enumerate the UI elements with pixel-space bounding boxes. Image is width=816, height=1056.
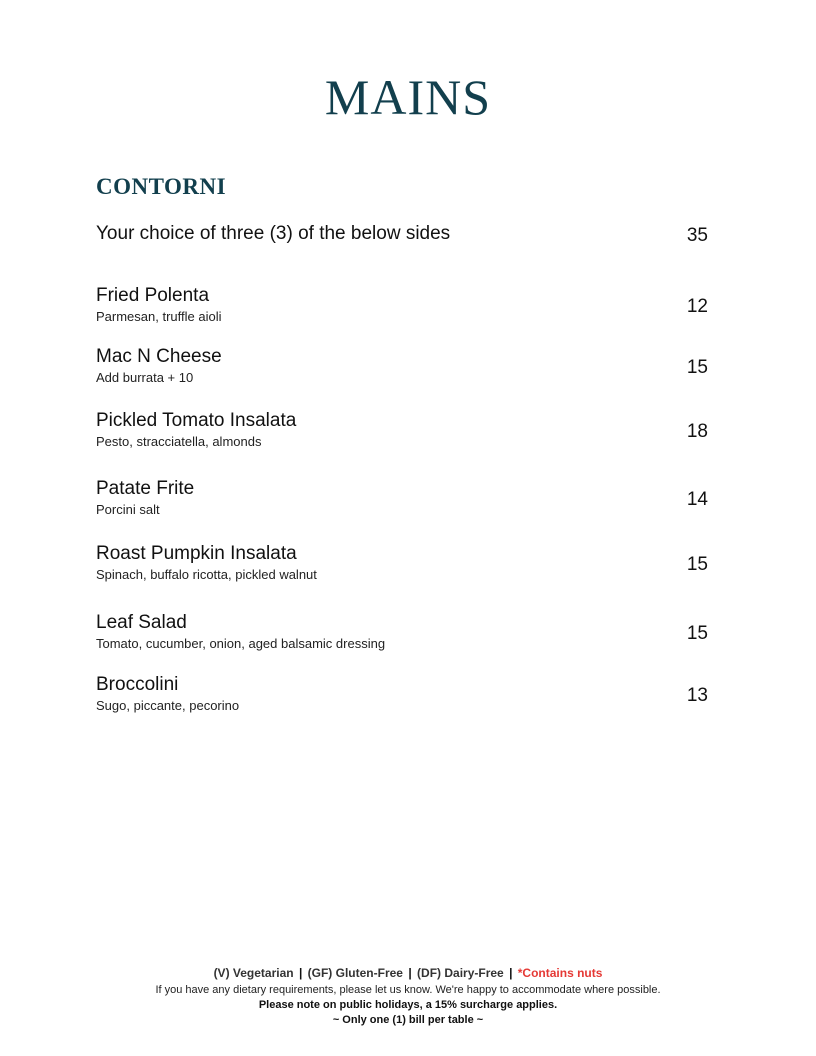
legend-separator: | bbox=[408, 966, 412, 980]
menu-item bbox=[96, 284, 708, 328]
item-name: Leaf Salad bbox=[96, 612, 187, 633]
legend-gluten-free: (GF) Gluten-Free bbox=[307, 966, 403, 980]
item-description: Tomato, cucumber, onion, aged balsamic dressing bbox=[96, 636, 386, 651]
item-price: 15 bbox=[686, 623, 708, 644]
item-price: 12 bbox=[686, 296, 708, 317]
legend-separator: | bbox=[298, 966, 303, 980]
legend-separator: | bbox=[509, 966, 513, 980]
holiday-surcharge-note: Please note on public holidays, a 15% surcharge applies. bbox=[258, 999, 558, 1011]
menu-item bbox=[96, 409, 708, 453]
item-description: Add burrata + 10 bbox=[96, 370, 194, 385]
menu-item bbox=[96, 611, 708, 655]
item-name: Mac N Cheese bbox=[96, 346, 222, 367]
item-price: 15 bbox=[686, 554, 708, 575]
page-title: MAINS bbox=[324, 69, 492, 125]
footer bbox=[0, 966, 816, 1028]
choice-price: 35 bbox=[686, 225, 708, 246]
legend-vegetarian: (V) Vegetarian bbox=[213, 966, 294, 980]
item-name: Patate Frite bbox=[96, 478, 195, 499]
dietary-note: If you have any dietary requirements, please let us know. We're happy to accommodate where possible. bbox=[155, 984, 661, 996]
item-price: 15 bbox=[686, 357, 708, 378]
dietary-legend bbox=[0, 966, 816, 981]
choice-row bbox=[96, 222, 708, 252]
choice-description: Your choice of three (3) of the below sides bbox=[96, 223, 451, 244]
item-description: Porcini salt bbox=[96, 502, 160, 517]
menu-item bbox=[96, 673, 708, 717]
item-name: Broccolini bbox=[96, 674, 179, 695]
legend-dairy-free: (DF) Dairy-Free bbox=[417, 966, 504, 980]
item-description: Sugo, piccante, pecorino bbox=[96, 698, 240, 713]
menu-item bbox=[96, 542, 708, 586]
item-name: Pickled Tomato Insalata bbox=[96, 410, 297, 431]
item-price: 18 bbox=[686, 421, 708, 442]
item-price: 14 bbox=[686, 489, 708, 510]
menu-item bbox=[96, 477, 708, 521]
item-name: Roast Pumpkin Insalata bbox=[96, 543, 297, 564]
item-description: Spinach, buffalo ricotta, pickled walnut bbox=[96, 567, 317, 582]
section-title-contorni: CONTORNI bbox=[96, 174, 227, 199]
item-description: Parmesan, truffle aioli bbox=[96, 309, 222, 324]
legend-contains-nuts: *Contains nuts bbox=[517, 966, 603, 980]
menu-item bbox=[96, 345, 708, 389]
bill-note: ~ Only one (1) bill per table ~ bbox=[332, 1014, 484, 1026]
item-name: Fried Polenta bbox=[96, 285, 210, 306]
item-price: 13 bbox=[686, 685, 708, 706]
item-description: Pesto, stracciatella, almonds bbox=[96, 434, 262, 449]
